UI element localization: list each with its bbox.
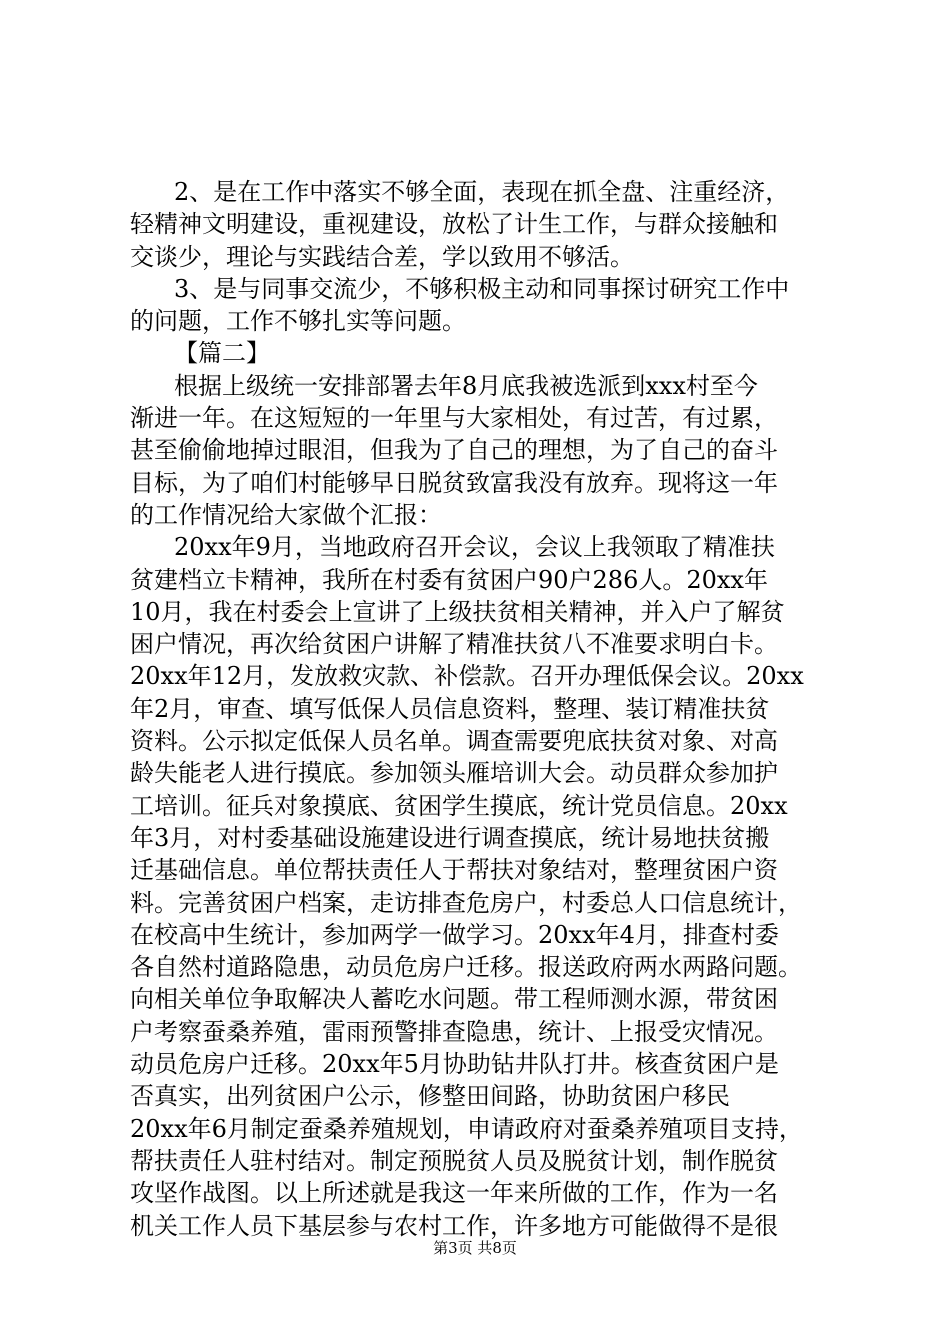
text-line: 根据上级统一安排部署去年8月底我被选派到xxx村至今 xyxy=(174,371,758,400)
text-line: 否真实，出列贫困户公示，修整田间路，协助贫困户移民 xyxy=(130,1082,730,1111)
text-line: 向相关单位争取解决人蓄吃水问题。带工程师测水源，带贫困 xyxy=(130,985,778,1014)
text-line: 困户情况，再次给贫困户讲解了精准扶贫八不准要求明白卡。 xyxy=(130,630,778,659)
text-line: 帮扶责任人驻村结对。制定预脱贫人员及脱贫计划，制作脱贫 xyxy=(130,1146,778,1175)
text-line: 交谈少，理论与实践结合差，学以致用不够活。 xyxy=(130,242,634,271)
text-line: 动员危房户迁移。20xx年5月协助钻井队打井。核查贫困户是 xyxy=(130,1050,779,1079)
document-body xyxy=(130,176,830,1242)
text-line: 目标，为了咱们村能够早日脱贫致富我没有放弃。现将这一年 xyxy=(130,468,778,497)
text-line: 资料。公示拟定低保人员名单。调查需要兜底扶贫对象、对高 xyxy=(130,727,778,756)
text-line: 年2月，审查、填写低保人员信息资料，整理、装订精准扶贫 xyxy=(130,694,770,723)
text-line: 20xx年6月制定蚕桑养殖规划，申请政府对蚕桑养殖项目支持， xyxy=(130,1114,803,1143)
text-line: 10月，我在村委会上宣讲了上级扶贫相关精神，并入户了解贫 xyxy=(130,597,785,626)
text-line: 机关工作人员下基层参与农村工作，许多地方可能做得不是很 xyxy=(130,1211,778,1240)
text-line: 攻坚作战图。以上所述就是我这一年来所做的工作，作为一名 xyxy=(130,1179,778,1208)
text-line: 料。完善贫困户档案，走访排查危房户，村委总人口信息统计， xyxy=(130,888,802,917)
text-line: 年3月，对村委基础设施建设进行调查摸底，统计易地扶贫搬 xyxy=(130,823,770,852)
text-line: 20xx年12月，发放救灾款、补偿款。召开办理低保会议。20xx xyxy=(130,662,804,691)
text-line: 户考察蚕桑养殖，雷雨预警排查隐患，统计、上报受灾情况。 xyxy=(130,1017,778,1046)
text-line: 甚至偷偷地掉过眼泪，但我为了自己的理想，为了自己的奋斗 xyxy=(130,436,778,465)
text-line: 龄失能老人进行摸底。参加领头雁培训大会。动员群众参加护 xyxy=(130,759,778,788)
text-line: 的工作情况给大家做个汇报： xyxy=(130,500,442,529)
text-line: 贫建档立卡精神，我所在村委有贫困户90户286人。20xx年 xyxy=(130,565,768,594)
text-line: 3、是与同事交流少，不够积极主动和同事探讨研究工作中 xyxy=(174,274,790,303)
page-number-footer: 第3页 共8页 xyxy=(433,1239,517,1257)
text-line: 工培训。征兵对象摸底、贫困学生摸底，统计党员信息。20xx xyxy=(130,791,788,820)
text-line: 轻精神文明建设，重视建设，放松了计生工作，与群众接触和 xyxy=(130,210,778,239)
text-line: 在校高中生统计，参加两学一做学习。20xx年4月，排查村委 xyxy=(130,920,779,949)
text-line: 2、是在工作中落实不够全面，表现在抓全盘、注重经济， xyxy=(174,178,790,206)
text-line: 20xx年9月，当地政府召开会议，会议上我领取了精准扶 xyxy=(174,533,775,562)
text-line: 渐进一年。在这短短的一年里与大家相处，有过苦，有过累， xyxy=(130,404,778,433)
text-line: 的问题，工作不够扎实等问题。 xyxy=(130,307,466,336)
text-line: 各自然村道路隐患，动员危房户迁移。报送政府两水两路问题。 xyxy=(130,953,802,982)
text-line: 【篇二】 xyxy=(174,339,270,368)
text-line: 迁基础信息。单位帮扶责任人于帮扶对象结对，整理贫困户资 xyxy=(130,856,778,885)
